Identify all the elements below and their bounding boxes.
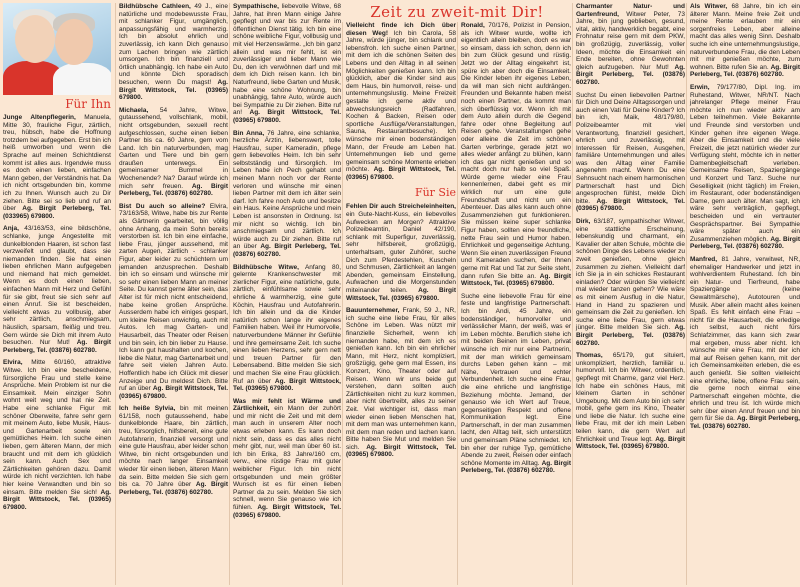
classified-ad: Bin Anna, 76 Jahre, eine schlanke, herzliche Ärztin, liebenswert, tolle Hausfrau, super Kameradin, pflege gern liebevolles Heim. Ich bin sehr selbstständig und fürsorglich. Im Leben habe ich Pech gehabt und meinen Mann noch vor der Rente verloren und wünsche mir einen lieben Partner mit dem ich älter sein darf. Ich fahre noch Auto und besitze ein Haus. Keine Ansprüche und mein Leben ist ansonsten in Ordnung. Ist mir nicht so wichtig. Ich bin anschmiegsam und zärtlich. Ich würde auch zu Dir ziehen. Bitte ruf an über Ag. Birgit Perleberg, Tel. (03876) 602780. <box>233 129 341 258</box>
ad-headline: Sympathische, <box>233 3 279 10</box>
classified-ad: Fehlen Dir auch Streicheleinheiten, ein Gute-Nacht-Kuss, ein liebevolles Aufwecken am Morgen? Attraktive Polizeibeamtin, Daniel 42/190, schlank mit Superfigur, zuverlässig, sehr hilfsbereit, großzügig, unterhaltsam, guter Zuhörer, suche Dich zum Pferdestehlen, Kuscheln und Schmusen, Zärtlichkeit an langen Abenden, gemeinsam Einstellung, Aufwachen und die Morgenstunden miteinander teilen. Ag. Birgit Wittstock, Tel. (03965) 679800. <box>346 203 456 302</box>
section-heading-fuer-sie: Für Sie <box>414 186 456 200</box>
agency-contact: Ag. Birgit Wittstock, Tel. (03965) 679800. <box>119 385 228 400</box>
column-1 <box>3 3 111 585</box>
agency-contact: Ag. Birgit Perleberg, Tel. (03876) 602780. <box>119 182 228 198</box>
ad-headline: Thomas, <box>576 352 603 360</box>
agency-contact: Ag. Birgit Wittstock, Tel. (03965) 679800. <box>233 109 341 124</box>
ad-headline: Bin Anna, <box>233 129 265 137</box>
classified-ad: Dirk, 63/187, sympathischer Witwer, eine stattliche Erscheinung, lebenskundig und charmant, ein Kavalier der alten Schule, möchte die schönen Dinge des Lebens wieder zu zweit genießen, ohne gleich zusammen zu ziehen. Vielleicht darf ich Sie ja in ein schickes Restaurant einladen? Oder würden Sie vielleicht mal wieder tanzen gehen? Wie wäre es mit einem Ausflug in die Natur, Hand in Hand zu spazieren und gemeinsam die Zeit zu genießen. Ich suche eine liebe Frau, gern etwas jünger. Bitte melden Sie sich. Ag. Birgit Perleberg, Tel. (03876) 602780. <box>576 218 685 347</box>
classified-ad: Charmanter Natur- und Gartenfreund, Witwer Peter, 73 Jahre, bin jung geblieben, gesund, vital, aktiv, handwerklich begabt, eine Frohnatur reise gern mit dem PKW, bin großzügig, zuverlässig, voller Ideen, möchte die Einsamkeit ein Ende bereiten, ohne Gewohnten gleich aufzugeben. Nur Mut! Ag. Birgit Perleberg, Tel. (03876) 602780. <box>576 3 685 86</box>
ad-headline: Fehlen Dir auch Streicheleinheiten, <box>346 203 456 211</box>
ad-headline: Bist Du auch so alleine? <box>119 202 206 210</box>
agency-contact: Ag. Birgit Perleberg, Tel. (03876) 602780. <box>461 459 571 475</box>
agency-contact: Ag. Birgit Wittstock, Tel. (03965) 679800. <box>346 443 456 459</box>
agency-contact: Ag. Birgit Perleberg, Tel. (03876) 602780. <box>690 415 800 431</box>
column-4 <box>342 22 456 585</box>
ad-headline: Bildhübsche Cathleen, <box>119 3 191 10</box>
column-6 <box>572 3 685 585</box>
agency-contact: Ag. Birgit Wittstock, Tel. (03965) 679800. <box>576 435 685 451</box>
classified-ad: Suchst Du einen liebevollen Partner für Dich und Deine Alltagssorgen und auch einen Vati für Deine Kinder? Ich bin ich, Maik, 48/179/80, Polizeibeamter mit viel Verantwortung, finanziell gesichert, ehrlich und zuverlässig, mit Interessen für Reisen, Ausgehen, familiäre Unternehmungen und alles was den Alltag einer Familie angenehm macht. Wenn Du eine Sehnsucht nach einem harmonischen Partnerschaft hast und Dich angesprochen fühlst, melde Dich bitte. Ag. Birgit Wittstock, Tel. (03965) 679800. <box>576 91 685 213</box>
classified-ad: Thomas, 65/179, gut situiert, unkompliziert, herzlich, familiär u. humorvoll. Ich bin Witwer, ordentlich, gepflegt mit Charme, ganz viel Herz. Ich habe ein schönes Haus, mit kleinem Garten in schöner Umgebung. Mit dem Auto bin ich sehr mobil, gehe gern ins Kino, Theater und liebe die Natur. Ich suche eine liebe Frau, mit der ich mein Leben teilen kann, die gern Wert auf Ehrlichkeit und Treue legt. Ag. Birgit Wittstock, Tel. (03965) 679800. <box>576 352 685 451</box>
classified-ad: Anja, 43/163/53, eine bildschöne, schlanke, junge Angestellte mit dunkelblonden Haaren, ist schon fast verzweifelt und glaubt, dass sie niemanden finden. Sie hat einen lieben ehrlichen Mann aufgegeben und niemand hat mich gemeldet. Wenn es doch einen lieben, einfachen Mann mit Herz und Gefühl für sie gibt, freut sie sich sehr auf einen Anruf. Sie ist bescheiden, vielleicht etwas zu vollbusig, aber sehr zärtlich, anschmiegsam, häuslich, sparsam, fleißig und treu. Gern würde sie Dich mit ihrem Auto besuchen. Nur Mut! Ag. Birgit Perleberg, Tel. (03876) 602780. <box>3 225 111 354</box>
agency-contact: Ag. Birgit Perleberg, Tel. (03876) 602780. <box>233 243 341 258</box>
classified-ad: Sympathische, liebevolle Witwe, 68 Jahre, hat ihren Mann einige Jahre gepflegt und war bis zur Rente im öffentlichen Dienst tätig. Ich bin eine schöne weibliche Figur, vollbusig und mit viel Herzenswärme. „Ich bin ganz allein und was mir fehlt, ist ein zuverlässiger und lieber Mann wie Du, den ich verwöhnen darf und mit dem ich Dich reisen kann. Ich bin Naturfreund, liebe Garten und Musik, habe eine schöne Wohnung, bin unabhängig, fahre Auto, würde auch bei Sympathie zu Dir ziehen. Bitte ruf an! Ag. Birgit Wittstock, Tel. (03965) 679800. <box>233 3 341 124</box>
agency-contact: Ag. Birgit Perleberg, Tel. (03876) 602780. <box>690 63 800 79</box>
ad-headline: Michaela, <box>119 106 149 114</box>
agency-contact: Ag. Birgit Wittstock, Tel. (03965) 679800. <box>3 488 111 511</box>
couple-photo <box>3 3 111 95</box>
classified-ad: Suche eine liebevolle Frau für eine feste und langfristige Partnerschaft. Ich bin Andi, 45 Jahre, ein bodenständiger, humorvoller und verlässlicher Mann, der weiß, was er im Leben möchte. Beruflich stehe ich mit beiden Beinen im Leben, privat wünsche ich mir nur eine Partnerin, mit der man wirklich gemeinsam durchs Leben gehen kann – mit Nähe, Vertrauen und echter Verbundenheit. Ich suche eine Frau, die eine ehrliche und langfristige Beziehung möchte. Jemand, der genauso wie ich Wert auf Treue, gegenseitigen Respekt und offene Kommunikation legt. Eine Partnerschaft, in der man zusammen lacht, den Alltag teilt, sich unterstützt und gemeinsam Pläne schmiedet. Ich bin eher der ruhige Typ, gemütliche Abende zu zweit, Reisen oder einfach schöne Momente im Alltag. Ag. Birgit Perleberg, Tel. (03876) 602780. <box>461 292 571 475</box>
classified-ad: Manfred, 81 Jahre, verwitwet, NR, ehemaliger Handwerker und jetzt in wohlverdientem Ruhestand. Ich bin ein Natur- und Tierfreund, habe Spaziergänge (keine Gewaltmärsche), Autotouren und Musik. Aber allein macht alles keinen Spaß. Es fehlt einfach eine Frau – nicht für die Hausarbeit, die erledige ich selbst, auch nicht fürs Schlafzimmer, das kann sich zwar mal ergeben, muss aber nicht. Ich wünsche mir eine Frau, mit der ich mal auf Reisen gehen kann, mit der ich Gemeinsamkeiten erleben, die es auch genießt. Sie sollten vielleicht eine ehrliche, liebe, offene Frau sein, die gerne noch einmal eine Partnerschaft eingehen möchte, die ehrlich und treu ist. Ich würde mich sehr über einen Anruf freuen und bin gern für Sie da. Ag. Birgit Perleberg, Tel. (03876) 602780. <box>690 256 800 431</box>
banner-title: Zeit zu zweit-mit Dir! <box>370 3 544 21</box>
classified-ad: Bildhübsche Witwe, Anfang 80, gelernte Krankenschwester mit zierlicher Figur, eine natürliche, gute, zärtlich, einfühlsame sowie sehr ehrliche & warmherzig, eine gute Köchin, Hausfrau und Autofahrerin. Ich bin allein und da die Kinder natürlich schon lange ihr eigenes Familien haben. Weil ihr Humorvolle, naturverbundene Männer ihr Gefühle und ihre gemeinsame Zeit. Ich suche einen lieben Herzens, sehr gern nett und treuen Partner für den Lebensabend. Bitte melden Sie sich und machen Sie eine Frau glücklich. Ruf an über Ag. Birgit Wittstock, Tel. (03965) 679800. <box>233 263 341 393</box>
agency-contact: Ag. Birgit Wittstock, Tel. (03965) 679800. <box>346 287 456 302</box>
classified-ad: Als Witwer, 68 Jahre, bin ich ein älterer Mann. Meine freie Zeit und meine Rente erlauben mir ein sorgenfreies Leben, aber alleine macht das alles wenig Sinn. Deshalb suche ich eine unternehmungslustige, naturverbundene Frau, die den Leben mit mir genießen möchte, zum wohnen. Bitte rufen Sie an. Ag. Birgit Perleberg, Tel. (03876) 602780. <box>690 3 800 79</box>
ad-headline: Ronald, <box>461 22 485 29</box>
ad-headline: Als Witwer, <box>690 3 728 10</box>
column-2 <box>115 3 228 585</box>
ad-headline: Dirk, <box>576 218 591 226</box>
agency-contact: Ag. Birgit Perleberg, Tel. (03876) 602780. <box>576 324 685 347</box>
classified-ad: Bildhübsche Cathleen, 49 J., eine natürliche und modebewusste Frau, mit schlanker Figur, umgänglich, anpassungsfähig und warmherzig. Ich bin absolut ehrlich und zuverlässig, ich kann Dich genauso zum Lachen bringen wie zärtlich umsorgen. Ich bin finanziell und örtlich unabhängig. Ich habe ein Auto und könnte Dich sporadisch besuchen, wenn Du magst! Ag. Birgit Wittstock, Tel. (03965) 679800. <box>119 3 228 102</box>
classified-ad: Was mir fehlt ist Wärme und Zärtlichkeit, ein Mann der zuhört und mir nicht die Zeit und mit dem man auch in unserem Alter noch etwas erleben kann. Es kann doch nicht sein, dass es das alles nicht mehr gibt, nur, weil man über 60 ist. Ich bin Erika, 83 Jahre/160 cm, verw., eine rüstige Frau mit guter weiblicher Figur. Ich bin nicht ortsgebunden und mein größter Wunsch ist es für einen lieben Partner da zu sein. Melden Sie sich schnell, wenn Sie genauso wie ich fühlen. Ag. Birgit Wittstock, Tel. (03965) 679800. <box>233 397 341 519</box>
agency-contact: Ag. Birgit Wittstock, Tel. (03965) 679800. <box>346 166 456 181</box>
ad-headline: Elvira, <box>3 359 23 367</box>
ad-headline: Charmanter Natur- und Gartenfreund, <box>576 3 685 18</box>
agency-contact: Ag. Birgit Wittstock, Tel. (03965) 679800. <box>576 197 685 213</box>
ad-headline: Was mir fehlt ist Wärme und Zärtlichkeit, <box>233 397 341 413</box>
agency-contact: Ag. Birgit Wittstock, Tel. (03965) 679800. <box>119 78 228 102</box>
classified-ad: Erwin, 79/177/80, Dipl. Ing. im Ruhestand, Witwer, NR/NT. Nach jahrelanger Pflege meiner Frau möchte ich nun wieder aktiv am Leben teilnehmen. Viele Bekannte und Freunde sind verstorben und Kinder gehen ihre eigenen Wege. Aber die Einsamkeit und die viele Freizeit, die jetzt natürlich wieder zur Verfügung steht, möchte ich in netter Damenbegleitschaft verleben. Gemeinsame Reisen, Spaziergänge und Konzert und Tanz. Suche nur Geselligkeit (nicht täglich) im Freien, im Restaurant, oder bodenständigen Dame, gern auch älter. Man sagt, ich wäre sehr verträglich, gepflegt, bescheiden und ein vertrauter Gesprächspartner. Bei Sympathie wäre später auch ein Zusammenziehen möglich. Ag. Birgit Perleberg, Tel. (03876) 602780. <box>690 83 800 251</box>
ad-headline: Vielleicht finde ich Dich über diesen Weg! <box>346 22 456 37</box>
ad-headline: Junge Altenpflegerin, <box>3 114 76 121</box>
classified-ad: Ich heiße Sylvia, bin mit meinen 61/158, noch gutaussehend, habe dunkelblonde Haare, bin zärtlich, treu, fürsorglich, hilfsbereit, eine gute Autofahrerin, finanziell versorgt und eine gute Hausfrau, aber leider schon Witwe, bin nicht ortsgebunden und möchte nach langer Einsamkeit wieder für einen lieben, älteren Mann da sein. Bitte melden Sie sich gern bis ca. 70 Jahre über Ag. Birgit Perleberg, Tel. (03876) 602780. <box>119 405 228 496</box>
column-3 <box>229 3 341 585</box>
agency-contact: Ag. Birgit Perleberg, Tel. (03876) 602780. <box>3 339 111 354</box>
agency-contact: Ag. Birgit Perleberg, Tel. (03876) 602780. <box>119 481 228 496</box>
ad-headline: Bildhübsche Witwe, <box>233 263 299 271</box>
column-5 <box>457 22 571 585</box>
agency-contact: Ag. Birgit Wittstock, Tel. (03965) 679800. <box>461 272 571 288</box>
ad-headline: Anja, <box>3 225 19 233</box>
ad-headline: Manfred, <box>690 256 718 263</box>
ad-headline: Bauunternehmer, <box>346 307 400 315</box>
classified-ad: Vielleicht finde ich Dich über diesen Weg! Ich bin Carola, 58 Jahre, würde jünger, bin schlank und lebensfroh. Ich suche einen Partner, mit dem ich die schönen Seiten des Lebens und den Alltag in all seinen Möglichkeiten genießen kann. Ich bin glücklich, aber die Kinder sind aus dem Haus, bin humorvoll, reise- und unternehmungslustig. Meine Freizeit gestalte ich gerne aktiv und abwechslungsreich (Radfahren, Kochen & Backen, Reisen oder sportliche Ausflüge/Veranstaltungen, Sauna, Restaurantbesuche). Ich wünsche mir einen bodenständigen Mann, der Freude am Leben hat. Unternehmungen lieb und gerne gemeinsam schöne Momente erleben möchte. Ag. Birgit Wittstock, Tel. (03965) 679800. <box>346 22 456 181</box>
agency-contact: Ag. Birgit Wittstock, Tel. (03965) 679800. <box>233 504 341 519</box>
classified-ad: Bauunternehmer, Frank, 59 J., NR, ich suche eine liebe Frau, für alles Schöne im Leben. Was nützt mir finanzielle Sicherheit, wenn ich niemanden habe, mit dem ich es genießen kann. Ich bin ein ehrlicher Mann, mit Herz, nicht kompliziert, großzügig, gehe gern mal Essen, ins Konzert, Kino, Theater oder auf Reisen. Wenn wir uns beide gut verstehen, dann sollten auch Zärtlichkeiten nicht zu kurz kommen, aber nicht übertreibt, alles zu seiner Zeit. Viel wichtiger ist, dass man wieder einen lieben Menschen hat, mit dem man was unternehmen kann, mit dem man reden und lachen kann. Bitte haben Sie Mut und melden Sie sich. Ag. Birgit Wittstock, Tel. (03965) 679800. <box>346 307 456 459</box>
classified-ad: Bist Du auch so alleine? Elvira, 73/163/58, Witwe, habe bis zur Rente als Gärtnerin gearbeitet, bin völlig ohne Anhang, da mein Sohn bereits verstorben ist. Ich bin eine einfache, liebe Frau, jünger aussehend, mit zarten Augen, zärtlich - schlanker Figur, aber leider zu schüchtern um jemanden anzusprechen. Deshalb bin ich so einsam und wünsche mir so sehr einen lieben Mann an meiner Seite. Du kannst gerne älter sein, das Alter ist für mich nicht entscheidend, habe keine großen Ansprüche. Ausserdem habe ich einiges gespart, um kleine Reisen unwichtig, auch mit Autos. Ich mag Garten- und Hausarbeit, das Theater oder Reisen und bin sein, ich bin lieber zu Hause. Ich kann gut haushalten und kochen, liebe die Natur, mag Gartenarbeit und fahre seit vielen Jahren Auto. Hoffentlich habe ich Glück mit dieser Anzeige und Du meldest Dich. Bitte ruf an über Ag. Birgit Wittstock, Tel. (03965) 679800. <box>119 202 228 400</box>
ad-headline: Ich heiße Sylvia, <box>119 405 176 413</box>
agency-contact: Ag. Birgit Wittstock, Tel. (03965) 679800. <box>233 377 341 393</box>
ad-headline: Erwin, <box>690 83 710 91</box>
classified-ad: Ronald, 70/176, Polizist in Pension, als ich Witwer wurde, wollte ich eigentlich allein bleiben, doch es war so einsam, dass ich schon, denn ich bin zum Glück gesund und rüstig. Jetzt wo der Alltag eingekehrt ist, spüre ich aber doch die Einsamkeit. Die Kinder leben ihr eigenes Leben, da will man sich nicht aufdrängen. Freunden und Bekannte haben meist noch einen Partner, da kommt man sich überflüssig vor. Wenn ich mit dem Auto allein durch die Gegend fahre oder ohne Begleitung auf Reisen gehe. Veranstaltungen gehe oder alleine die Zeit im schönen Garten verbringe, gerade jetzt wo alles wieder anfängt zu blühen, kann ich das gar nicht genießen und so macht doch nur halb so viel Spaß. Würde gerne wieder eine Frau kennenlernen, dabei geht es mir wirklich nur um eine gute Freundschaft und nicht um ein Abenteuer. Das alles kann auch ohne Zusammenziehen gut funktionieren. Sie müssen keine super schlanke Figur haben, sollten eine freundliche, nette Frau sein und Humor haben. Ehrlichkeit und gegenseitige Achtung. Wenn Sie einen zuverlässigen Freund und Kameraden suchen, der Ihnen gerne mit Rat und Tat zur Seite steht, dann rufen Sie bitte an. Ag. Birgit Wittstock, Tel. (03965) 679800. <box>461 22 571 288</box>
classified-ad: Michaela, 54 Jahre, Witwe, gutaussehend, vollschlank, mobil, nicht ortsgebunden, sexuell recht aufgeschlossen, suche einen lieben Partner bis ca. 60 Jahre, gern vom Land. Ich bin naturverbunden, mag Garten und Tiere und bin gern draußen unterwegs. Ein gemeinsamer Bummel in Wochenende? Na? Darauf würde ich mich sehr freuen. Ag. Birgit Perleberg, Tel. (03876) 602780. <box>119 106 228 198</box>
section-heading-fuer-ihn: Für Ihn <box>65 97 111 111</box>
column-7 <box>686 3 800 585</box>
agency-contact: Ag. Birgit Perleberg, Tel. (03876) 602780. <box>576 63 685 86</box>
agency-contact: Ag. Birgit Perleberg, Tel. (033965) 679800. <box>3 205 111 220</box>
agency-contact: Ag. Birgit Perleberg, Tel. (03876) 602780. <box>690 235 800 251</box>
classified-ad: Elvira, Mitte 60/160, attraktive Witwe. Ich bin eine bescheidene, fürsorgliche Frau und stelle keine Ansprüche. Mein Problem ist nur die Einsamkeit. Mein einziger Sohn wohnt weit weg und hat nie Zeit. Habe eine schlanke Figur mit schöner Oberweite, fahre sehr gern mit meinem Auto, liebe Musik, Haus- und Gartenarbeit sowie ein gemütliches Heim. Ich suche einen lieben, gern älteren Mann, der mich braucht und mit dem ich glücklich sein kann. Auch Sex und Zärtlichkeiten gehören dazu. Damit würde ich nicht verzichten. Ich habe hier keine Verwandten und bin so einsam. Bitte melden Sie sich! Ag. Birgit Wittstock, Tel. (03965) 679800. <box>3 359 111 511</box>
classified-ad: Junge Altenpflegerin, Manuela, Mitte 30, frauliche Figur, zärtlich, treu, hübsch, habe die Hoffnung trotzdem bei aufgegeben. Erst bin ich heiß umworben und wenn die Sprache auf meinen Schichtdienst kommt ist alles aus. Irgendwie muss es doch einen lieben, einfachen Mann geben, der Verständnis hat. Da ich nicht ortsgebunden bin, komme ich zu Ihnen. Wunsch auch zu Dir ziehen. Bitte sei so lieb und ruf an über Ag. Birgit Perleberg, Tel. (033965) 679800. <box>3 114 111 220</box>
